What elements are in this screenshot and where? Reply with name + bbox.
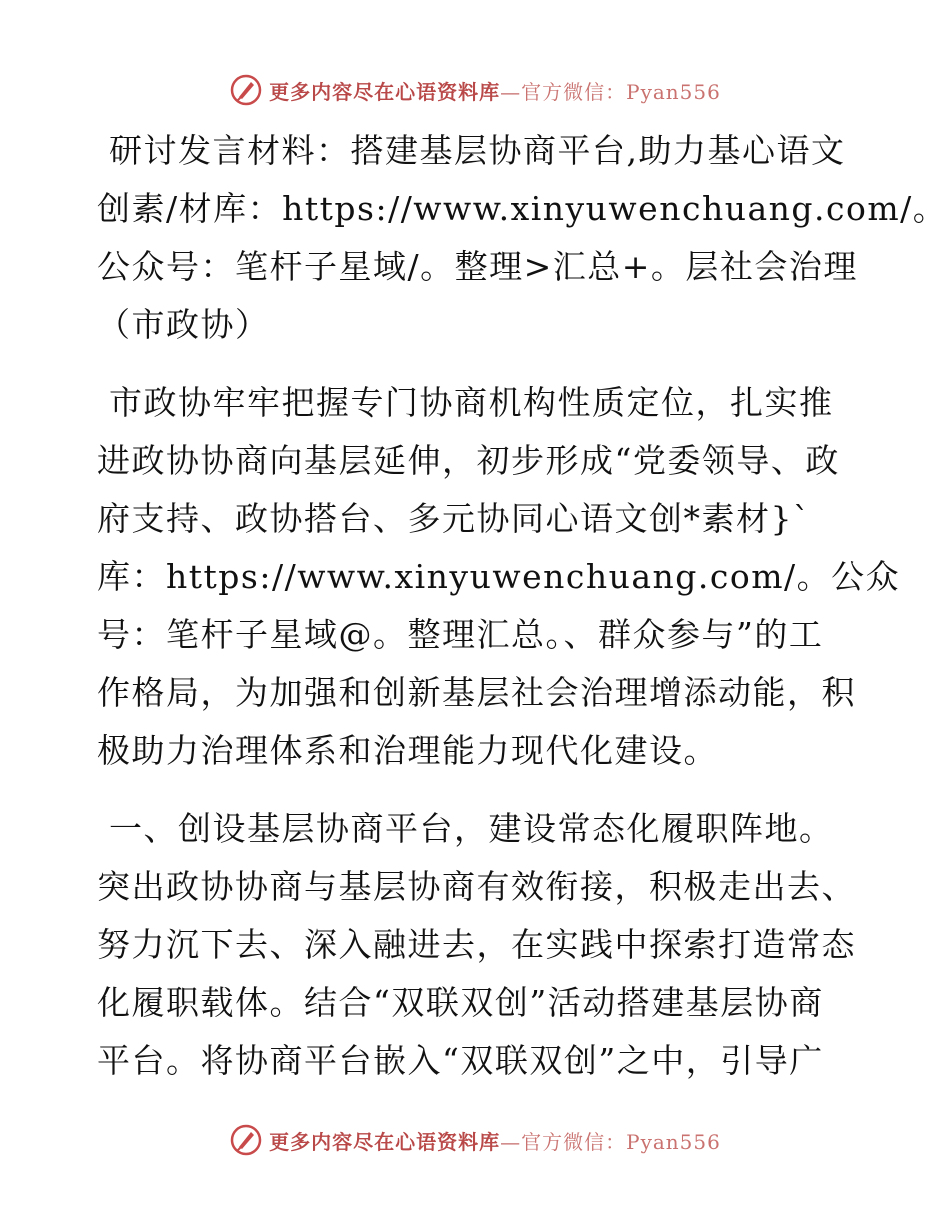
text-line: 府支持、政协搭台、多元协同心语文创*素材}` — [97, 499, 811, 538]
watermark-text — [269, 1126, 721, 1155]
text-line: 市政协牢牢把握专门协商机构性质定位，扎实推 — [109, 383, 834, 422]
document-body — [97, 122, 948, 1090]
watermark-site: 更多内容尽在心语资料库 — [269, 1129, 501, 1154]
text-line: 创素/材库：https://www.xinyuwenchuang.com/。 — [97, 189, 948, 228]
header-watermark — [0, 70, 950, 110]
paragraph-1 — [97, 122, 948, 354]
watermark-separator: — — [500, 79, 522, 104]
paragraph-2 — [97, 374, 901, 780]
quill-logo-icon — [229, 73, 263, 107]
text-line: 作格局，为加强和创新基层社会治理增添动能，积 — [97, 673, 856, 712]
text-line: 平台。将协商平台嵌入“双联双创”之中，引导广 — [97, 1041, 824, 1080]
paragraph-3 — [97, 800, 857, 1090]
text-line: 进政协协商向基层延伸，初步形成“党委领导、政 — [97, 441, 840, 480]
text-line: 号：笔杆子星域@。整理汇总。、群众参与”的工 — [97, 615, 824, 654]
text-line: 公众号：笔杆子星域/。整理>汇总+。层社会治理 — [97, 247, 858, 286]
text-line: 努力沉下去、深入融进去，在实践中探索打造常态 — [97, 925, 856, 964]
quill-logo-icon — [229, 1123, 263, 1157]
text-line: 研讨发言材料：搭建基层协商平台,助力基心语文 — [109, 131, 846, 170]
watermark-wechat: 官方微信：Pyan556 — [521, 1129, 721, 1154]
text-line: （市政协） — [97, 305, 270, 344]
text-line: 化履职载体。结合“双联双创”活动搭建基层协商 — [97, 983, 824, 1022]
watermark-separator: — — [500, 1129, 522, 1154]
watermark-wechat: 官方微信：Pyan556 — [521, 79, 721, 104]
watermark-text — [269, 76, 721, 105]
text-line: 极助力治理体系和治理能力现代化建设。 — [97, 731, 718, 770]
text-line: 突出政协协商与基层协商有效衔接，积极走出去、 — [97, 867, 856, 906]
watermark-site: 更多内容尽在心语资料库 — [269, 79, 501, 104]
text-line: 一、创设基层协商平台，建设常态化履职阵地。 — [109, 809, 834, 848]
text-line: 库：https://www.xinyuwenchuang.com/。公众 — [97, 557, 901, 596]
footer-watermark — [0, 1120, 950, 1160]
